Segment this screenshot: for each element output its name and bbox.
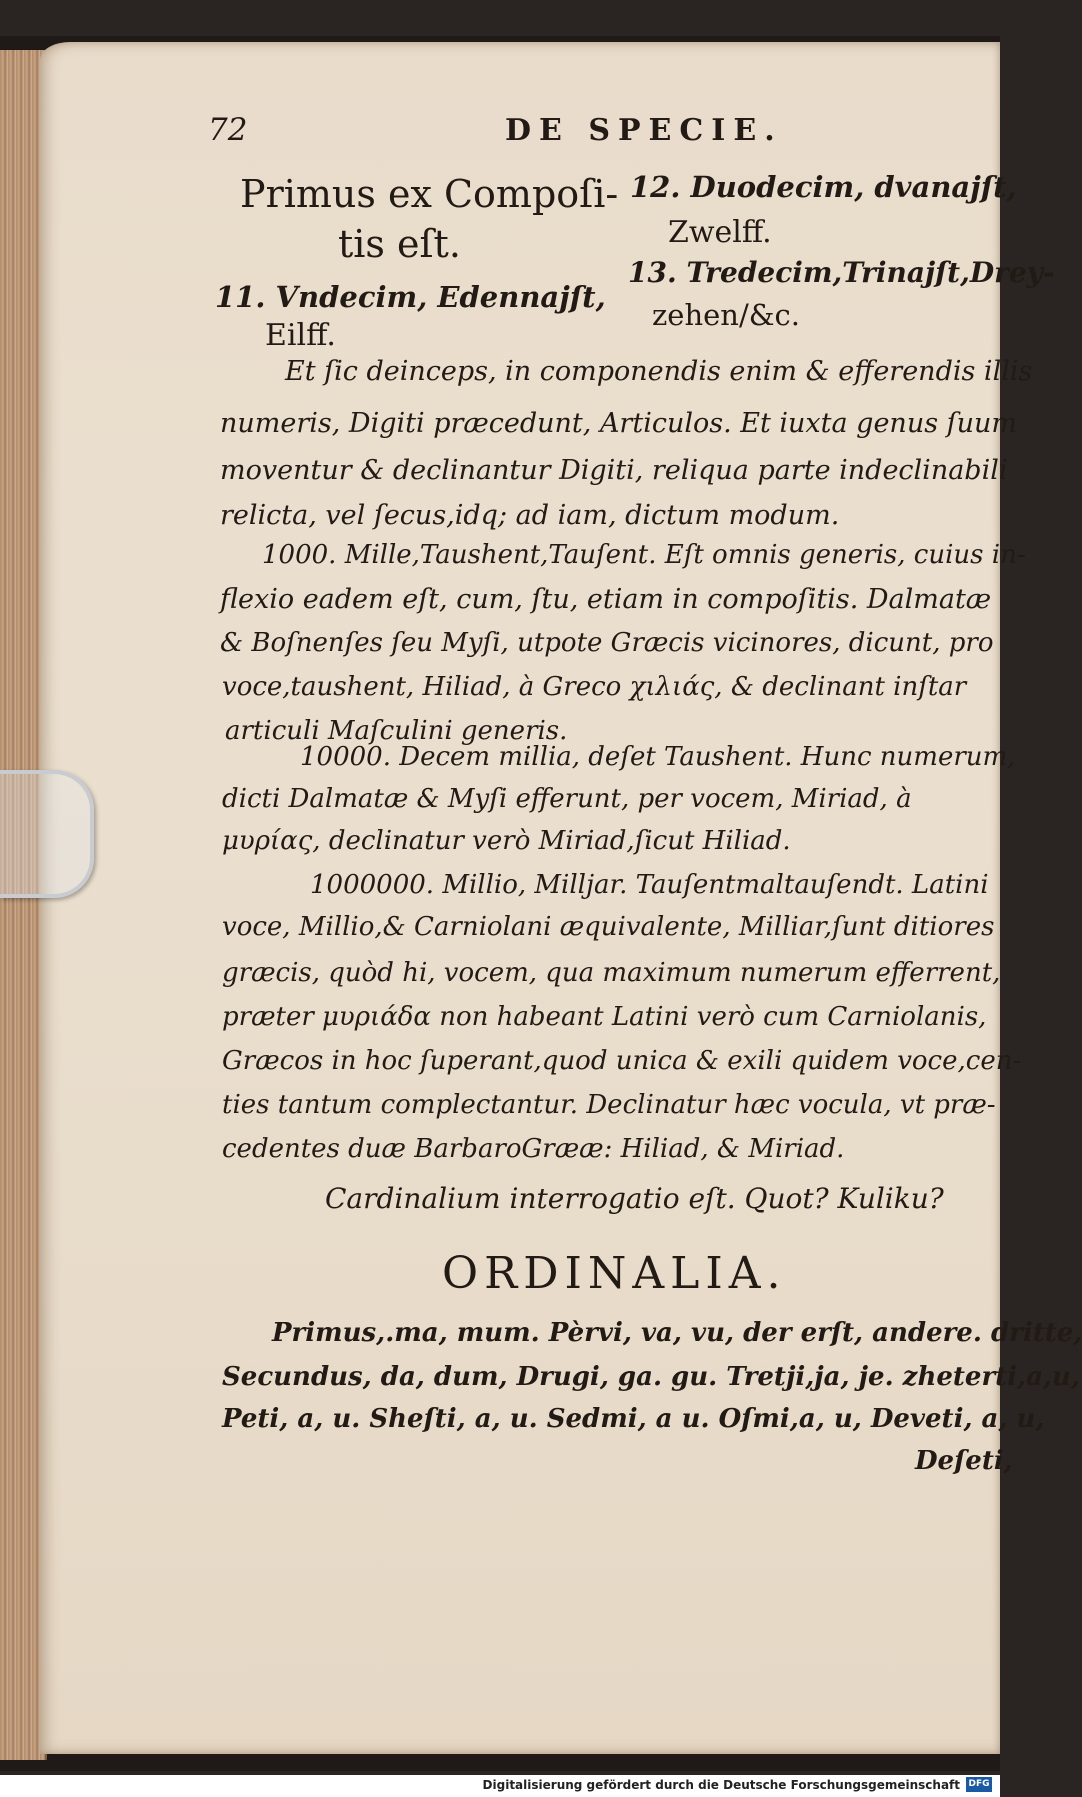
right-col-line-3: 13. Tredecim,Trinajſt,Drey- (628, 256, 1055, 289)
right-col-line-4: zehen/&c. (652, 298, 801, 332)
body-line-10: 10000. Decem millia, deſet Taushent. Hunc numerum, (300, 742, 1016, 772)
left-col-line-4: Eilff. (265, 318, 336, 353)
body-line-1: Et ſic deinceps, in componendis enim & efferendis illis (285, 356, 1033, 387)
ordinalia-line-4: Deſeti, (915, 1446, 1013, 1476)
body-line-12: μυρίας, declinatur verò Miriad,ſicut Hiliad. (222, 826, 791, 856)
ordinalia-line-2: Secundus, da, dum, Drugi, ga. gu. Tretji,ja, je. zheterti,a,u, (222, 1362, 1080, 1392)
body-line-2: numeris, Digiti præcedunt, Articulos. Et iuxta genus ſuum (220, 408, 1018, 439)
section-title: ORDINALIA. (442, 1248, 787, 1299)
left-col-line-1: Primus ex Compoſi- (240, 172, 619, 216)
body-line-5: 1000. Mille,Taushent,Tauſent. Eſt omnis generis, cuius in- (262, 540, 1026, 570)
interrogatio-line: Cardinalium interrogatio eſt. Quot? Kuliku? (325, 1182, 944, 1215)
body-line-19: cedentes duæ BarbaroGrææ: Hiliad, & Miriad. (222, 1134, 845, 1164)
body-line-16: præter μυριάδα non habeant Latini verò cum Carniolanis, (222, 1002, 987, 1032)
body-line-4: relicta, vel ſecus,idq; ad iam, dictum modum. (220, 500, 840, 531)
body-line-8: voce,taushent, Hiliad, à Greco χιλιάς, & declinant inſtar (222, 672, 967, 702)
left-col-line-3: 11. Vndecim, Edennajſt, (215, 280, 606, 314)
footer-credit: Digitalisierung gefördert durch die Deutsche Forschungsgemeinschaft (482, 1778, 960, 1792)
running-head: DE SPECIE. (505, 113, 783, 148)
right-col-line-2: Zwelff. (668, 215, 772, 250)
page-clip (0, 770, 94, 898)
body-line-7: & Boſnenſes ſeu Myſi, utpote Græcis vicinores, dicunt, pro (220, 628, 994, 658)
right-col-line-1: 12. Duodecim, dvanajſt, (630, 170, 1017, 204)
body-line-14: voce, Millio,& Carniolani æquivalente, Milliar,ſunt ditiores (222, 912, 995, 942)
ordinalia-line-1: Primus,.ma, mum. Pèrvi, va, vu, der erſt, andere. dritte, (272, 1318, 1082, 1348)
ordinalia-line-3: Peti, a, u. Sheſti, a, u. Sedmi, a u. Oſmi,a, u, Deveti, a, u, (222, 1404, 1045, 1434)
body-line-17: Græcos in hoc ſuperant,quod unica & exili quidem voce,cen- (222, 1046, 1022, 1076)
body-line-13: 1000000. Millio, Milljar. Tauſentmaltauſendt. Latini (310, 870, 989, 900)
folio-number: 72 (208, 112, 248, 148)
body-line-6: flexio eadem eſt, cum, ſtu, etiam in compoſitis. Dalmatæ (220, 584, 992, 615)
body-line-15: græcis, quòd hi, vocem, qua maximum numerum efferrent, (222, 958, 1001, 988)
body-line-3: moventur & declinantur Digiti, reliqua parte indeclinabili (220, 455, 1008, 486)
dfg-logo: DFG (966, 1777, 992, 1792)
body-line-9: articuli Maſculini generis. (225, 716, 568, 746)
left-col-line-2: tis eſt. (338, 222, 461, 266)
body-line-18: ties tantum complectantur. Declinatur hæc vocula, vt præ- (222, 1090, 996, 1120)
body-line-11: dicti Dalmatæ & Myſi efferunt, per vocem, Miriad, à (222, 784, 912, 814)
